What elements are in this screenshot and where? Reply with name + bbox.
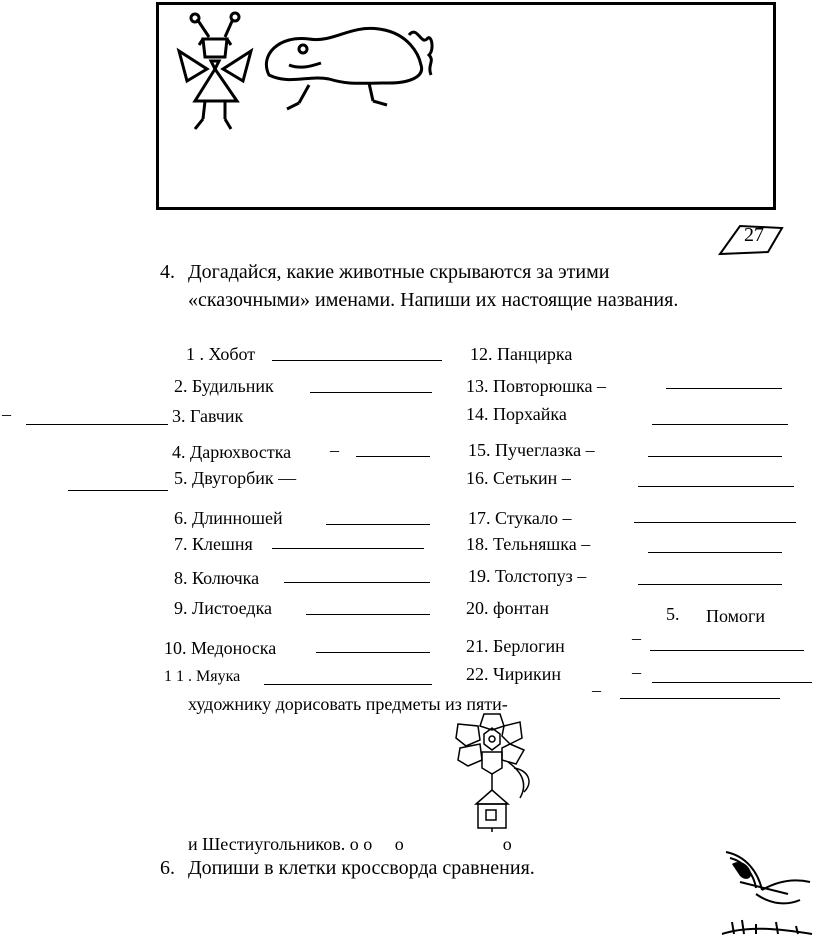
answer-line [284, 582, 430, 583]
list-item: 3. Гавчик [172, 406, 244, 426]
answer-line [264, 684, 432, 685]
list-item: 22. Чирикин [466, 664, 561, 684]
list-item: 14. Порхайка [466, 404, 567, 424]
dash-mark: – [2, 404, 11, 424]
creature-drawing [266, 28, 432, 109]
answer-line [68, 490, 168, 491]
list-item: 1 . Хобот [186, 344, 256, 364]
list-item: 13. Повторюшка – [466, 376, 606, 396]
answer-line [272, 360, 442, 361]
task5-tail: и Шестиугольников. о о о о [188, 834, 512, 854]
task5-number: 5. [666, 604, 680, 624]
answer-line [648, 552, 782, 553]
list-item: 15. Пучеглазка – [468, 440, 595, 460]
list-item: 10. Медоноска [164, 638, 277, 658]
list-item: 8. Колючка [174, 568, 260, 588]
list-item: 2. Будильник [174, 376, 274, 396]
figure-drawing [179, 13, 251, 129]
task5-word: Помоги [706, 606, 766, 626]
answer-line [648, 456, 782, 457]
list-item: 7. Клешня [174, 534, 253, 554]
task4-number: 4. [160, 261, 175, 283]
answer-line [638, 486, 794, 487]
list-item: 16. Сетькин – [466, 468, 571, 488]
answer-line [638, 584, 782, 585]
flower-birdhouse-illustration [444, 712, 544, 832]
list-item: 20. фонтан [466, 598, 550, 618]
answer-line [652, 424, 788, 425]
list-item: 4. Дарюхвостка [172, 442, 292, 462]
answer-line [316, 652, 430, 653]
task6-text: Допиши в клетки кроссворда сравнения. [188, 857, 535, 879]
answer-line [272, 548, 424, 549]
list-item: 5. Двугорбик — [174, 468, 297, 488]
dash-mark: – [592, 680, 601, 700]
answer-line [306, 614, 430, 615]
answer-line [326, 524, 430, 525]
task4-line2: «сказочными» именами. Напиши их настоящие названия. [188, 289, 679, 311]
bird-icon [716, 842, 816, 940]
task6-number: 6. [160, 857, 175, 879]
answer-line [26, 424, 168, 425]
task5-line: художнику дорисовать предметы из пяти- [188, 694, 508, 714]
page-number-badge [716, 218, 786, 258]
bird-illustration [716, 842, 816, 940]
geometric-drawings-illustration [159, 5, 773, 207]
answer-line [356, 456, 430, 457]
drawing-frame [156, 2, 776, 210]
list-item: 19. Толстопуз – [468, 566, 587, 586]
list-item: 18. Тельняшка – [466, 534, 591, 554]
task4-line1: Догадайся, какие животные скрываются за этими [188, 261, 610, 283]
list-item: 17. Стукало – [468, 508, 572, 528]
answer-line [650, 650, 804, 651]
answer-line [634, 522, 796, 523]
answer-line [620, 698, 780, 699]
flower-icon [444, 712, 544, 832]
dash-mark: – [632, 628, 641, 648]
list-item: 1 1 . Мяука [164, 668, 241, 685]
list-item: 21. Берлогин [466, 636, 565, 656]
dash-mark: – [330, 440, 339, 460]
dash-mark: – [632, 662, 641, 682]
answer-line [310, 392, 432, 393]
list-item: 12. Панцирка [470, 344, 573, 364]
page-number: 27 [744, 224, 764, 246]
list-item: 9. Листоедка [174, 598, 273, 618]
answer-line [666, 388, 782, 389]
answer-line [652, 682, 812, 683]
list-item: 6. Длинношей [174, 508, 283, 528]
